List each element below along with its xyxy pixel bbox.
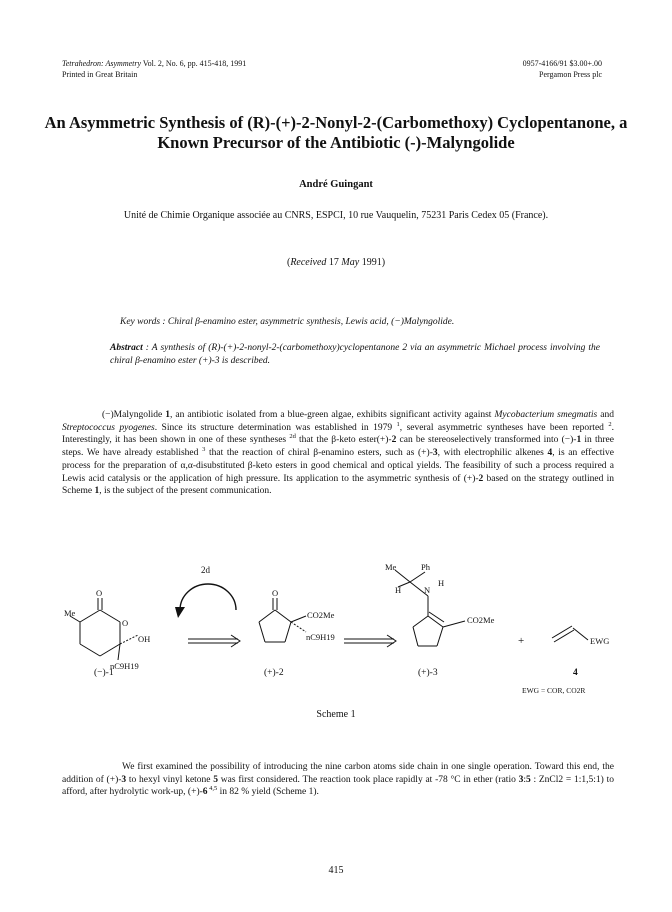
curved-arrow — [180, 584, 236, 610]
journal-citation: Vol. 2, No. 6, pp. 415-418, 1991 — [141, 59, 247, 68]
compound-4-structure — [552, 626, 588, 642]
received-paren: ( — [286, 257, 291, 268]
publisher: Pergamon Press plc — [539, 70, 602, 79]
label-compound-2: (+)-2 — [264, 668, 284, 678]
curved-arrow-head — [175, 607, 185, 618]
received-month: May — [341, 257, 360, 268]
plus-sign: + — [518, 635, 525, 647]
price-header — [523, 58, 602, 80]
atom-o-carbonyl: O — [96, 588, 103, 598]
atom-o-2: O — [272, 588, 279, 598]
received-year: 1991) — [359, 257, 386, 268]
atom-me-3: Me — [385, 562, 397, 572]
atom-n: N — [424, 585, 431, 595]
atom-h-2: H — [438, 578, 445, 588]
atom-me: Me — [64, 608, 76, 618]
printed-in: Printed in Great Britain — [62, 70, 138, 79]
scheme-ref-label: 2d — [201, 565, 210, 575]
reaction-arrow-2 — [344, 635, 396, 647]
atom-nonyl-2: nC9H19 — [306, 632, 335, 642]
page-number: 415 — [328, 865, 344, 876]
label-compound-4: 4 — [573, 668, 578, 678]
scheme-caption: Scheme 1 — [316, 709, 356, 720]
compound-1-structure — [70, 598, 138, 660]
author: André Guingant — [299, 179, 373, 190]
ewg-definition: EWG = COR, CO2R — [522, 686, 586, 695]
atom-ewg: EWG — [590, 636, 610, 646]
reaction-arrow-1 — [188, 635, 240, 647]
atom-oh: OH — [138, 634, 151, 644]
label-compound-1: (−)-1 — [94, 668, 114, 678]
results-paragraph: We first examined the possibility of introducing the nine carbon atoms side chain in one single operation. Toward this end, the addition of (+)-3 to hexyl vinyl ketone 5 was first considered. The reaction took place rapidly at -78 °C in ether (ratio 3:5 : ZnCl2 = 1:1,5:1) to afford, after hydrolytic work-up, (+)-6 $^{4,5}$ in 82 % yield (Scheme 1). — [62, 762, 614, 798]
label-compound-3: (+)-3 — [418, 668, 438, 678]
keywords: Key words : Chiral β-enamino ester, asymmetric synthesis, Lewis acid, (−)Malyngolide. — [120, 317, 455, 327]
received-date — [0, 257, 672, 268]
atom-co2me-3: CO2Me — [467, 615, 495, 625]
received-day: 17 — [326, 257, 342, 268]
atom-o-ring: O — [122, 618, 129, 628]
paper-title: An Asymmetric Synthesis of (R)-(+)-2-Nonyl-2-(Carbomethoxy) Cyclopentanone, a Known Precursor of the Antibiotic (-)-Malyngolide — [44, 113, 628, 152]
abstract — [110, 342, 600, 368]
compound-2-structure — [259, 598, 306, 642]
atom-nonyl-1: nC9H19 — [110, 661, 139, 671]
journal-header — [62, 58, 246, 80]
compound-3-structure — [395, 570, 465, 646]
atom-ph: Ph — [421, 562, 430, 572]
affiliation: Unité de Chimie Organique associée au CNRS, ESPCI, 10 rue Vauquelin, 75231 Paris Cedex 05 (France). — [123, 210, 549, 221]
abstract-label: Abstract — [110, 343, 143, 353]
received-word: Received — [290, 257, 327, 268]
intro-paragraph: (−)Malyngolide 1, an antibiotic isolated from a blue-green algae, exhibits significant activity against Mycobacterium smegmatis and Streptococcus pyogenes. Since its structure determination was established in 1979 $^1$, several asymmetric syntheses have been reported $^2$. Interestingly, it has been shown in one of these syntheses $^{2d}$ that the β-keto ester(+)-2 can be stereoselectively transformed into (−)-1 in three steps. We have already established $^3$ that the reaction of chiral β-enamino esters, such as (+)-3, with electrophilic alkenes 4, is an effective process for the preparation of α,α-disubstituted β-keto esters in good chemical and optical yields. The feasibility of such a process required a Lewis acid catalysis or the application of high pressure. Its application to the asymmetric synthesis of (+)-2 based on the strategy outlined in Scheme 1, is the subject of the present communication. — [62, 410, 614, 497]
atom-h-1: H — [395, 585, 402, 595]
journal-name: Tetrahedron: Asymmetry — [62, 59, 142, 68]
atom-co2me-2: CO2Me — [307, 610, 335, 620]
price-code: 0957-4166/91 $3.00+.00 — [522, 59, 602, 68]
abstract-text: : A synthesis of (R)-(+)-2-nonyl-2-(carbomethoxy)cyclopentanone 2 via an asymmetric Michael process involving the chiral β-enamino ester (+)-3 is described. — [110, 343, 600, 366]
